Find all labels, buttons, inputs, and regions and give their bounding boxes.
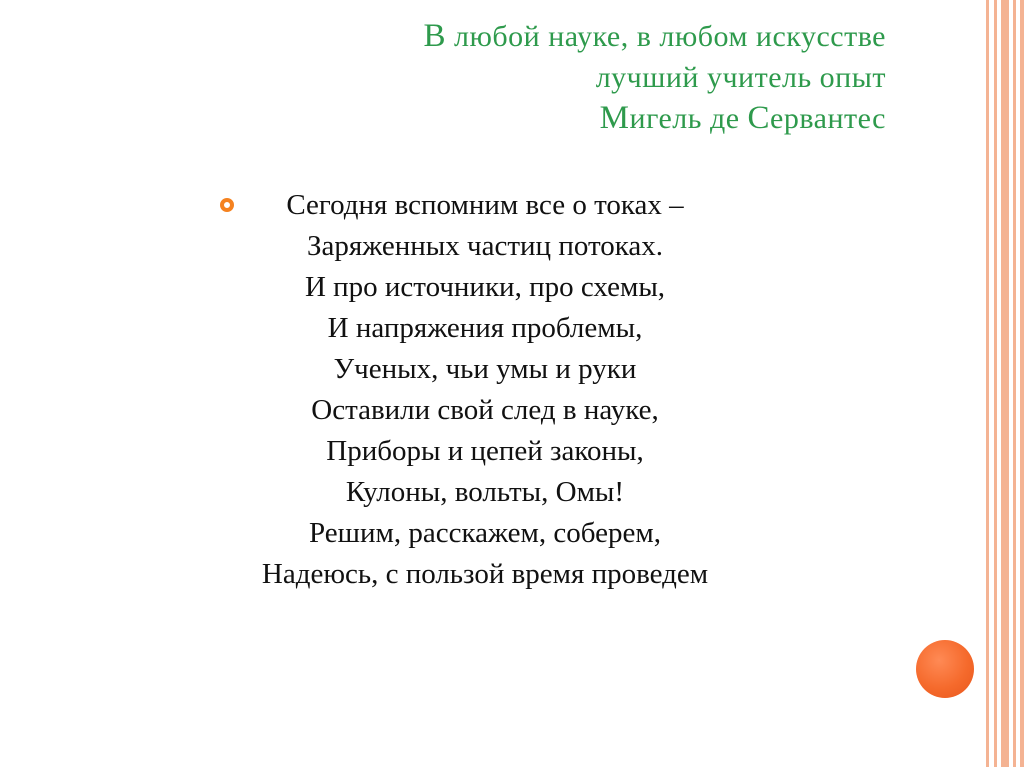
title-line-1: В любой науке, в любом искусстве xyxy=(423,18,886,54)
poem-line: Кулоны, вольты, Омы! xyxy=(345,476,625,508)
decorative-stripes xyxy=(986,0,1024,767)
poem-line: Ученых, чьи умы и руки xyxy=(333,353,637,385)
poem-line: Решим, расскажем, соберем, xyxy=(309,517,661,549)
title-line-2: лучший учитель опыт xyxy=(595,61,886,94)
poem-line: Сегодня вспомним все о токах – xyxy=(286,189,684,221)
orange-orb-icon xyxy=(916,640,974,698)
poem-line: Надеюсь, с пользой время проведем xyxy=(261,558,709,590)
title-author: Мигель де Сервантес xyxy=(599,100,886,136)
poem-line: Оставили свой след в науке, xyxy=(311,394,659,426)
slide-title xyxy=(424,16,887,139)
poem-line: И про источники, про схемы, xyxy=(304,271,666,303)
poem-line: Приборы и цепей законы, xyxy=(326,435,644,467)
poem-line: Заряженных частиц потоках. xyxy=(306,230,664,262)
poem-text xyxy=(200,185,770,595)
poem-line: И напряжения проблемы, xyxy=(327,312,643,344)
